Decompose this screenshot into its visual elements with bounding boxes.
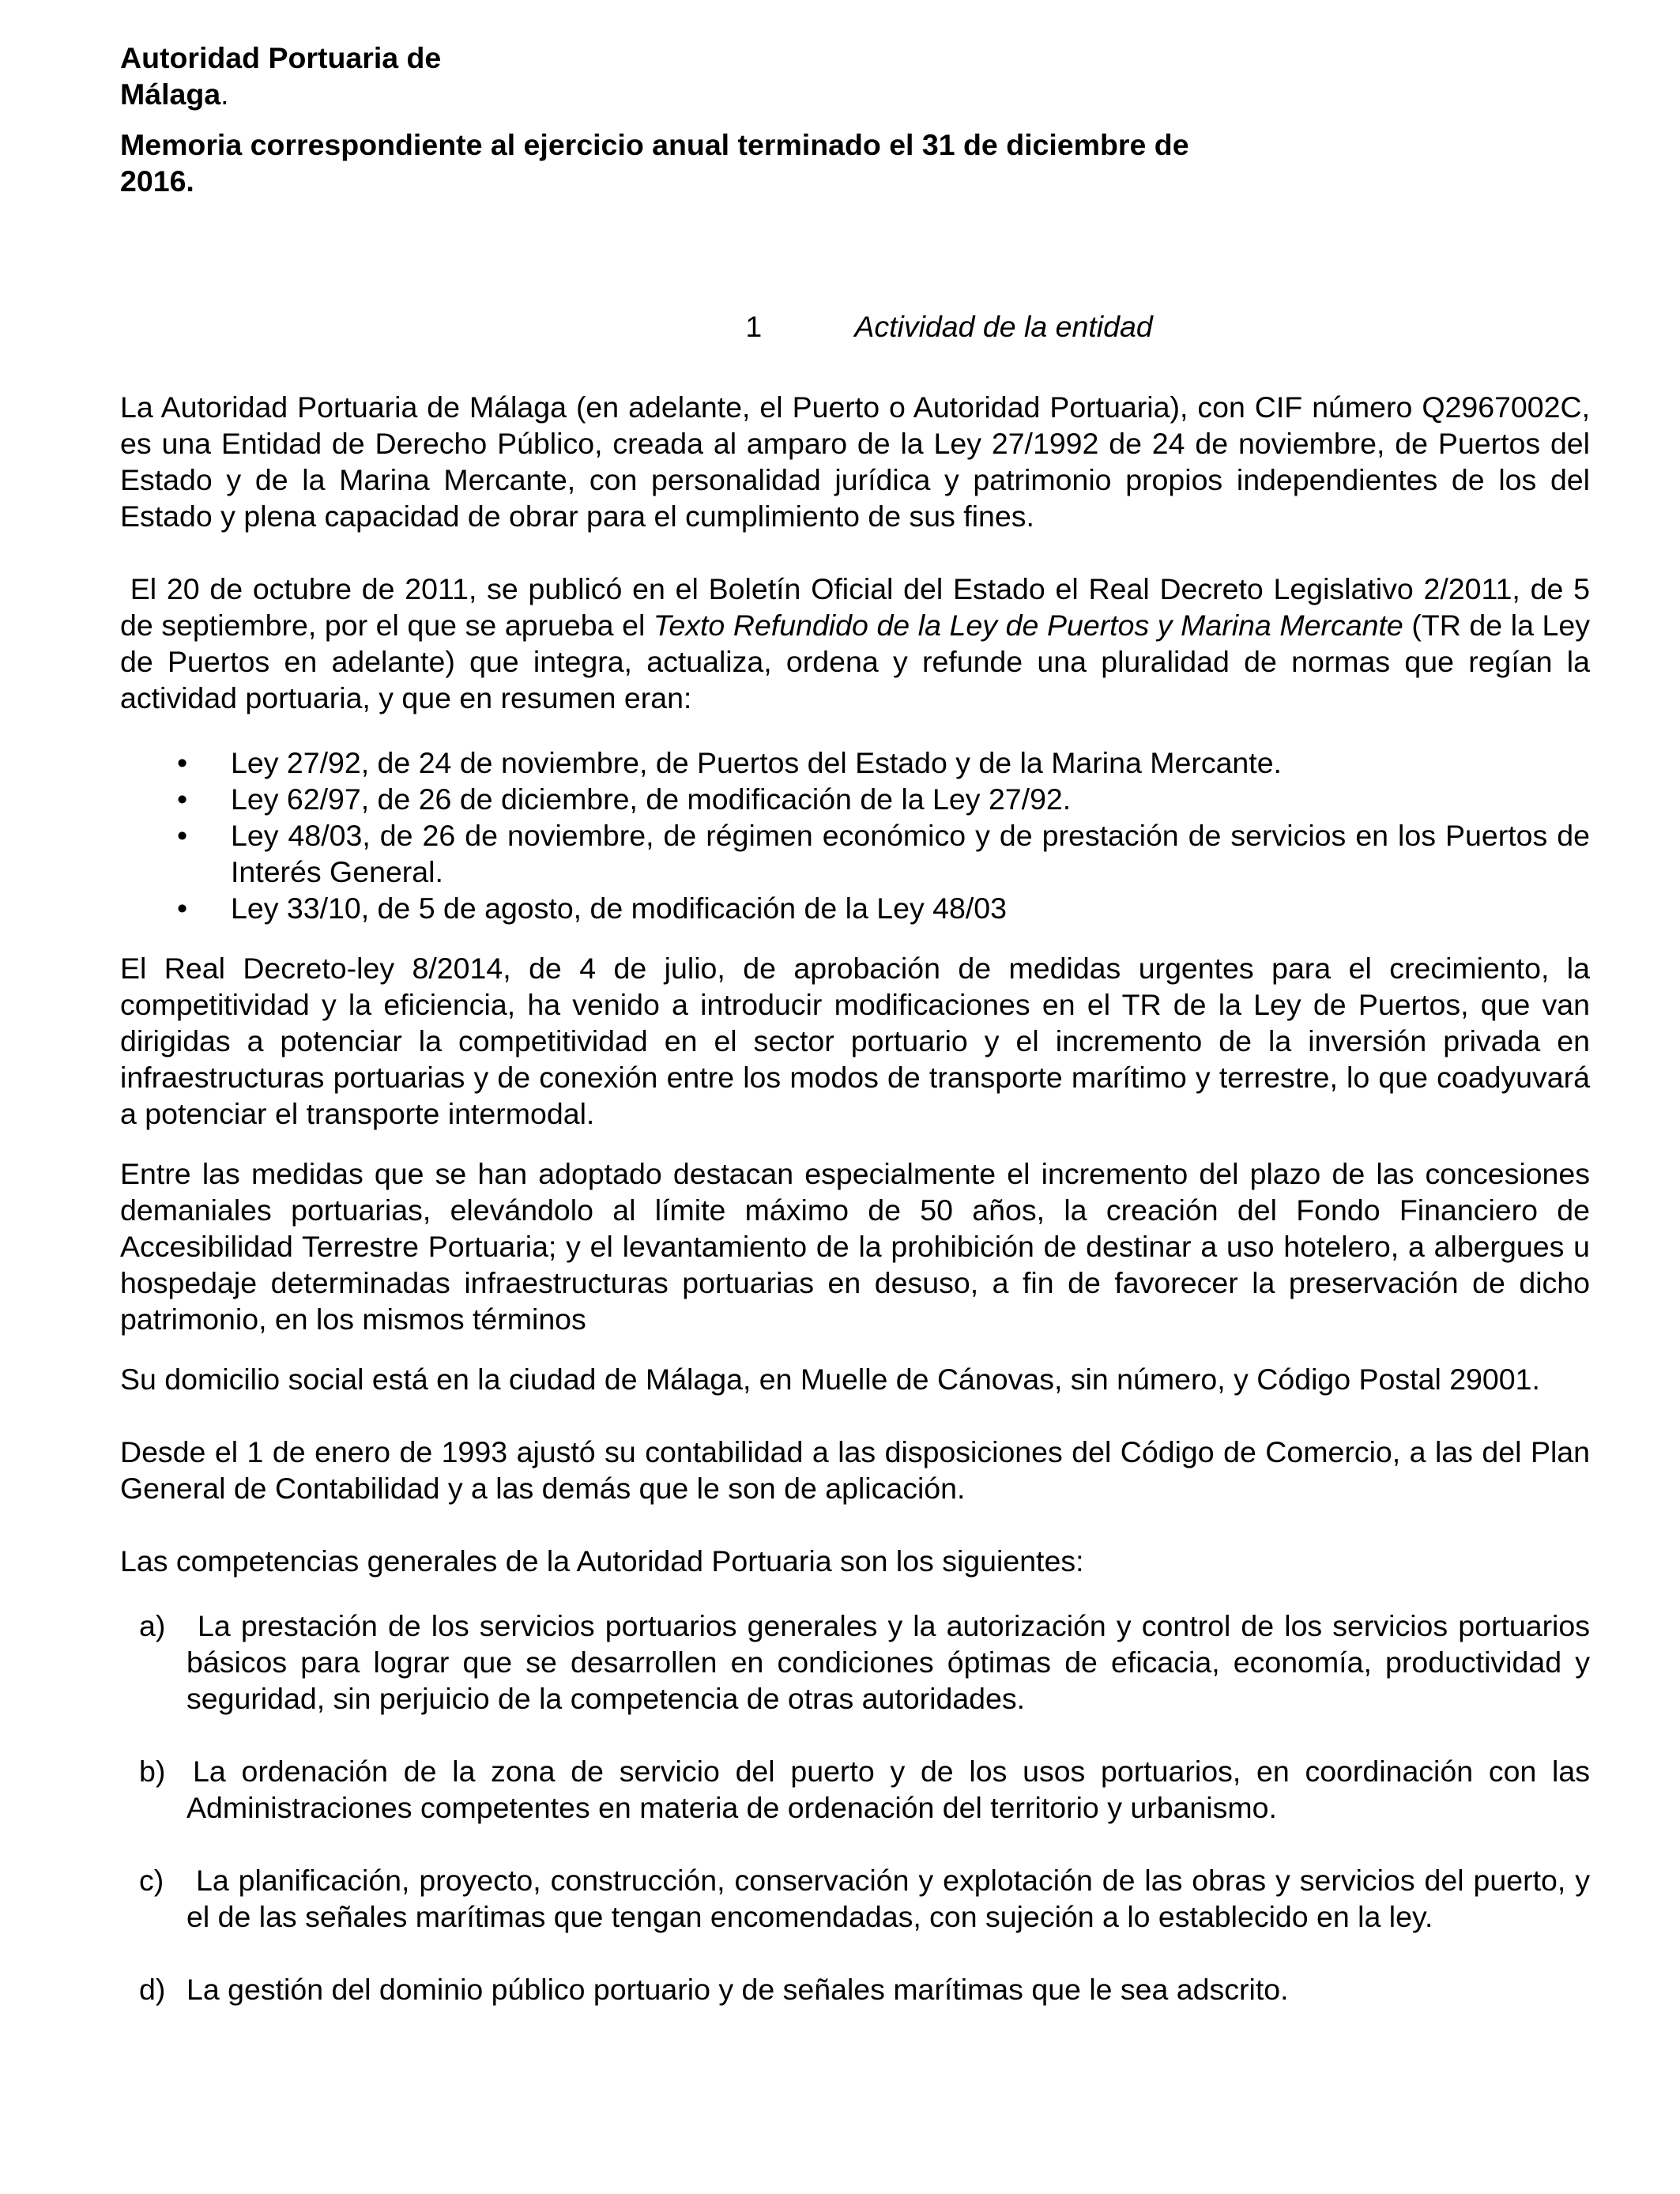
laws-list: [120, 745, 1590, 926]
list-item: b) La ordenación de la zona de servicio del puerto y de los usos portuarios, en coordinación con las Administraciones competentes en materia de ordenación del territorio y urbanismo.: [139, 1755, 1590, 1824]
entity-name: [120, 40, 1590, 112]
entity-name-dot: .: [220, 77, 229, 111]
section-number: 1: [745, 310, 763, 343]
item-letter: c): [139, 1864, 164, 1897]
paragraph-competencies-intro: Las competencias generales de la Autoridad Portuaria son los siguientes:: [120, 1544, 1084, 1578]
section-title: Actividad de la entidad: [854, 310, 1153, 343]
entity-name-line2: Málaga: [120, 77, 221, 111]
list-item: • Ley 27/92, de 24 de noviembre, de Puertos del Estado y de la Marina Mercante.: [177, 746, 1282, 779]
list-item: c) La planificación, proyecto, construcción, conservación y explotación de las obras y servicios del puerto, y el de las señales marítimas que tengan encomendadas, con sujeción a lo establecido en la ley.: [139, 1864, 1590, 1933]
bullet-icon: •: [177, 782, 188, 816]
document-page: [120, 40, 1590, 2007]
paragraph-royal-decree: El Real Decreto-ley 8/2014, de 4 de julio, de aprobación de medidas urgentes para el crecimiento, la competitividad y la eficiencia, ha venido a introducir modificaciones en el TR de la Ley de Puertos, que van dirigidas a potenciar la competitividad en el sector portuario y el incremento de la inversión privada en infraestructuras portuarias y de conexión entre los modos de transporte marítimo y terrestre, lo que coadyuvará a potenciar el transporte intermodal.: [120, 952, 1590, 1130]
paragraph-entity-description: La Autoridad Portuaria de Málaga (en adelante, el Puerto o Autoridad Portuaria), con CIF número Q2967002C, es una Entidad de Derecho Público, creada al amparo de la Ley 27/1992 de 24 de noviembre, de Puertos del Estado y de la Marina Mercante, con personalidad jurídica y patrimonio propios independientes de los del Estado y plena capacidad de obrar para el cumplimiento de sus fines.: [120, 390, 1590, 533]
paragraph-accounting: Desde el 1 de enero de 1993 ajustó su contabilidad a las disposiciones del Código de Comercio, a las del Plan General de Contabilidad y a las demás que le son de aplicación.: [120, 1435, 1590, 1505]
list-item: • Ley 62/97, de 26 de diciembre, de modificación de la Ley 27/92.: [177, 782, 1072, 816]
bullet-icon: •: [177, 892, 188, 925]
item-letter: a): [139, 1609, 166, 1642]
law-title-italic: Texto Refundido de la Ley de Puertos y Marina Mercante: [653, 609, 1403, 642]
list-item: • Ley 48/03, de 26 de noviembre, de régimen económico y de prestación de servicios en los Puertos de Interés General.: [177, 819, 1590, 888]
paragraph-legal-framework: [120, 571, 1590, 716]
paragraph-legal-framework-start: El 20 de octubre de 2011, se publicó en el Boletín Oficial del Estado el Real Decreto Legislativo 2/2011, de 5 de septiembre, por el que se aprueba el: [120, 572, 1590, 642]
memoria-title: Memoria correspondiente al ejercicio anual terminado el 31 de diciembre de 2016.: [120, 128, 1189, 198]
paragraph-legal-framework-end: (TR de la Ley de Puertos en adelante) que integra, actualiza, ordena y refunde una pluralidad de normas que regían la actividad portuaria, y que en resumen eran:: [120, 609, 1590, 714]
list-item: d) La gestión del dominio público portuario y de señales marítimas que le sea adscrito.: [139, 1973, 1289, 2006]
section-heading: [120, 308, 1590, 345]
paragraph-registered-office: Su domicilio social está en la ciudad de Málaga, en Muelle de Cánovas, sin número, y Código Postal 29001.: [120, 1363, 1540, 1396]
competencies-list: [120, 1608, 1590, 2007]
bullet-icon: •: [177, 746, 188, 779]
bullet-icon: •: [177, 819, 188, 852]
paragraph-measures: Entre las medidas que se han adoptado destacan especialmente el incremento del plazo de las concesiones demaniales portuarias, elevándolo al límite máximo de 50 años, la creación del Fondo Financiero de Accesibilidad Terrestre Portuaria; y el levantamiento de la prohibición de destinar a uso hotelero, a albergues u hospedaje determinadas infraestructuras portuarias en desuso, a fin de favorecer la preservación de dicho patrimonio, en los mismos términos: [120, 1157, 1590, 1336]
list-item: a) La prestación de los servicios portuarios generales y la autorización y control de los servicios portuarios básicos para lograr que se desarrollen en condiciones óptimas de eficacia, economía, productividad y seguridad, sin perjuicio de la competencia de otras autoridades.: [139, 1609, 1590, 1715]
item-letter: d): [139, 1973, 166, 2006]
list-item: • Ley 33/10, de 5 de agosto, de modificación de la Ley 48/03: [177, 892, 1007, 925]
entity-name-line1: Autoridad Portuaria de: [120, 41, 442, 74]
item-letter: b): [139, 1755, 166, 1788]
